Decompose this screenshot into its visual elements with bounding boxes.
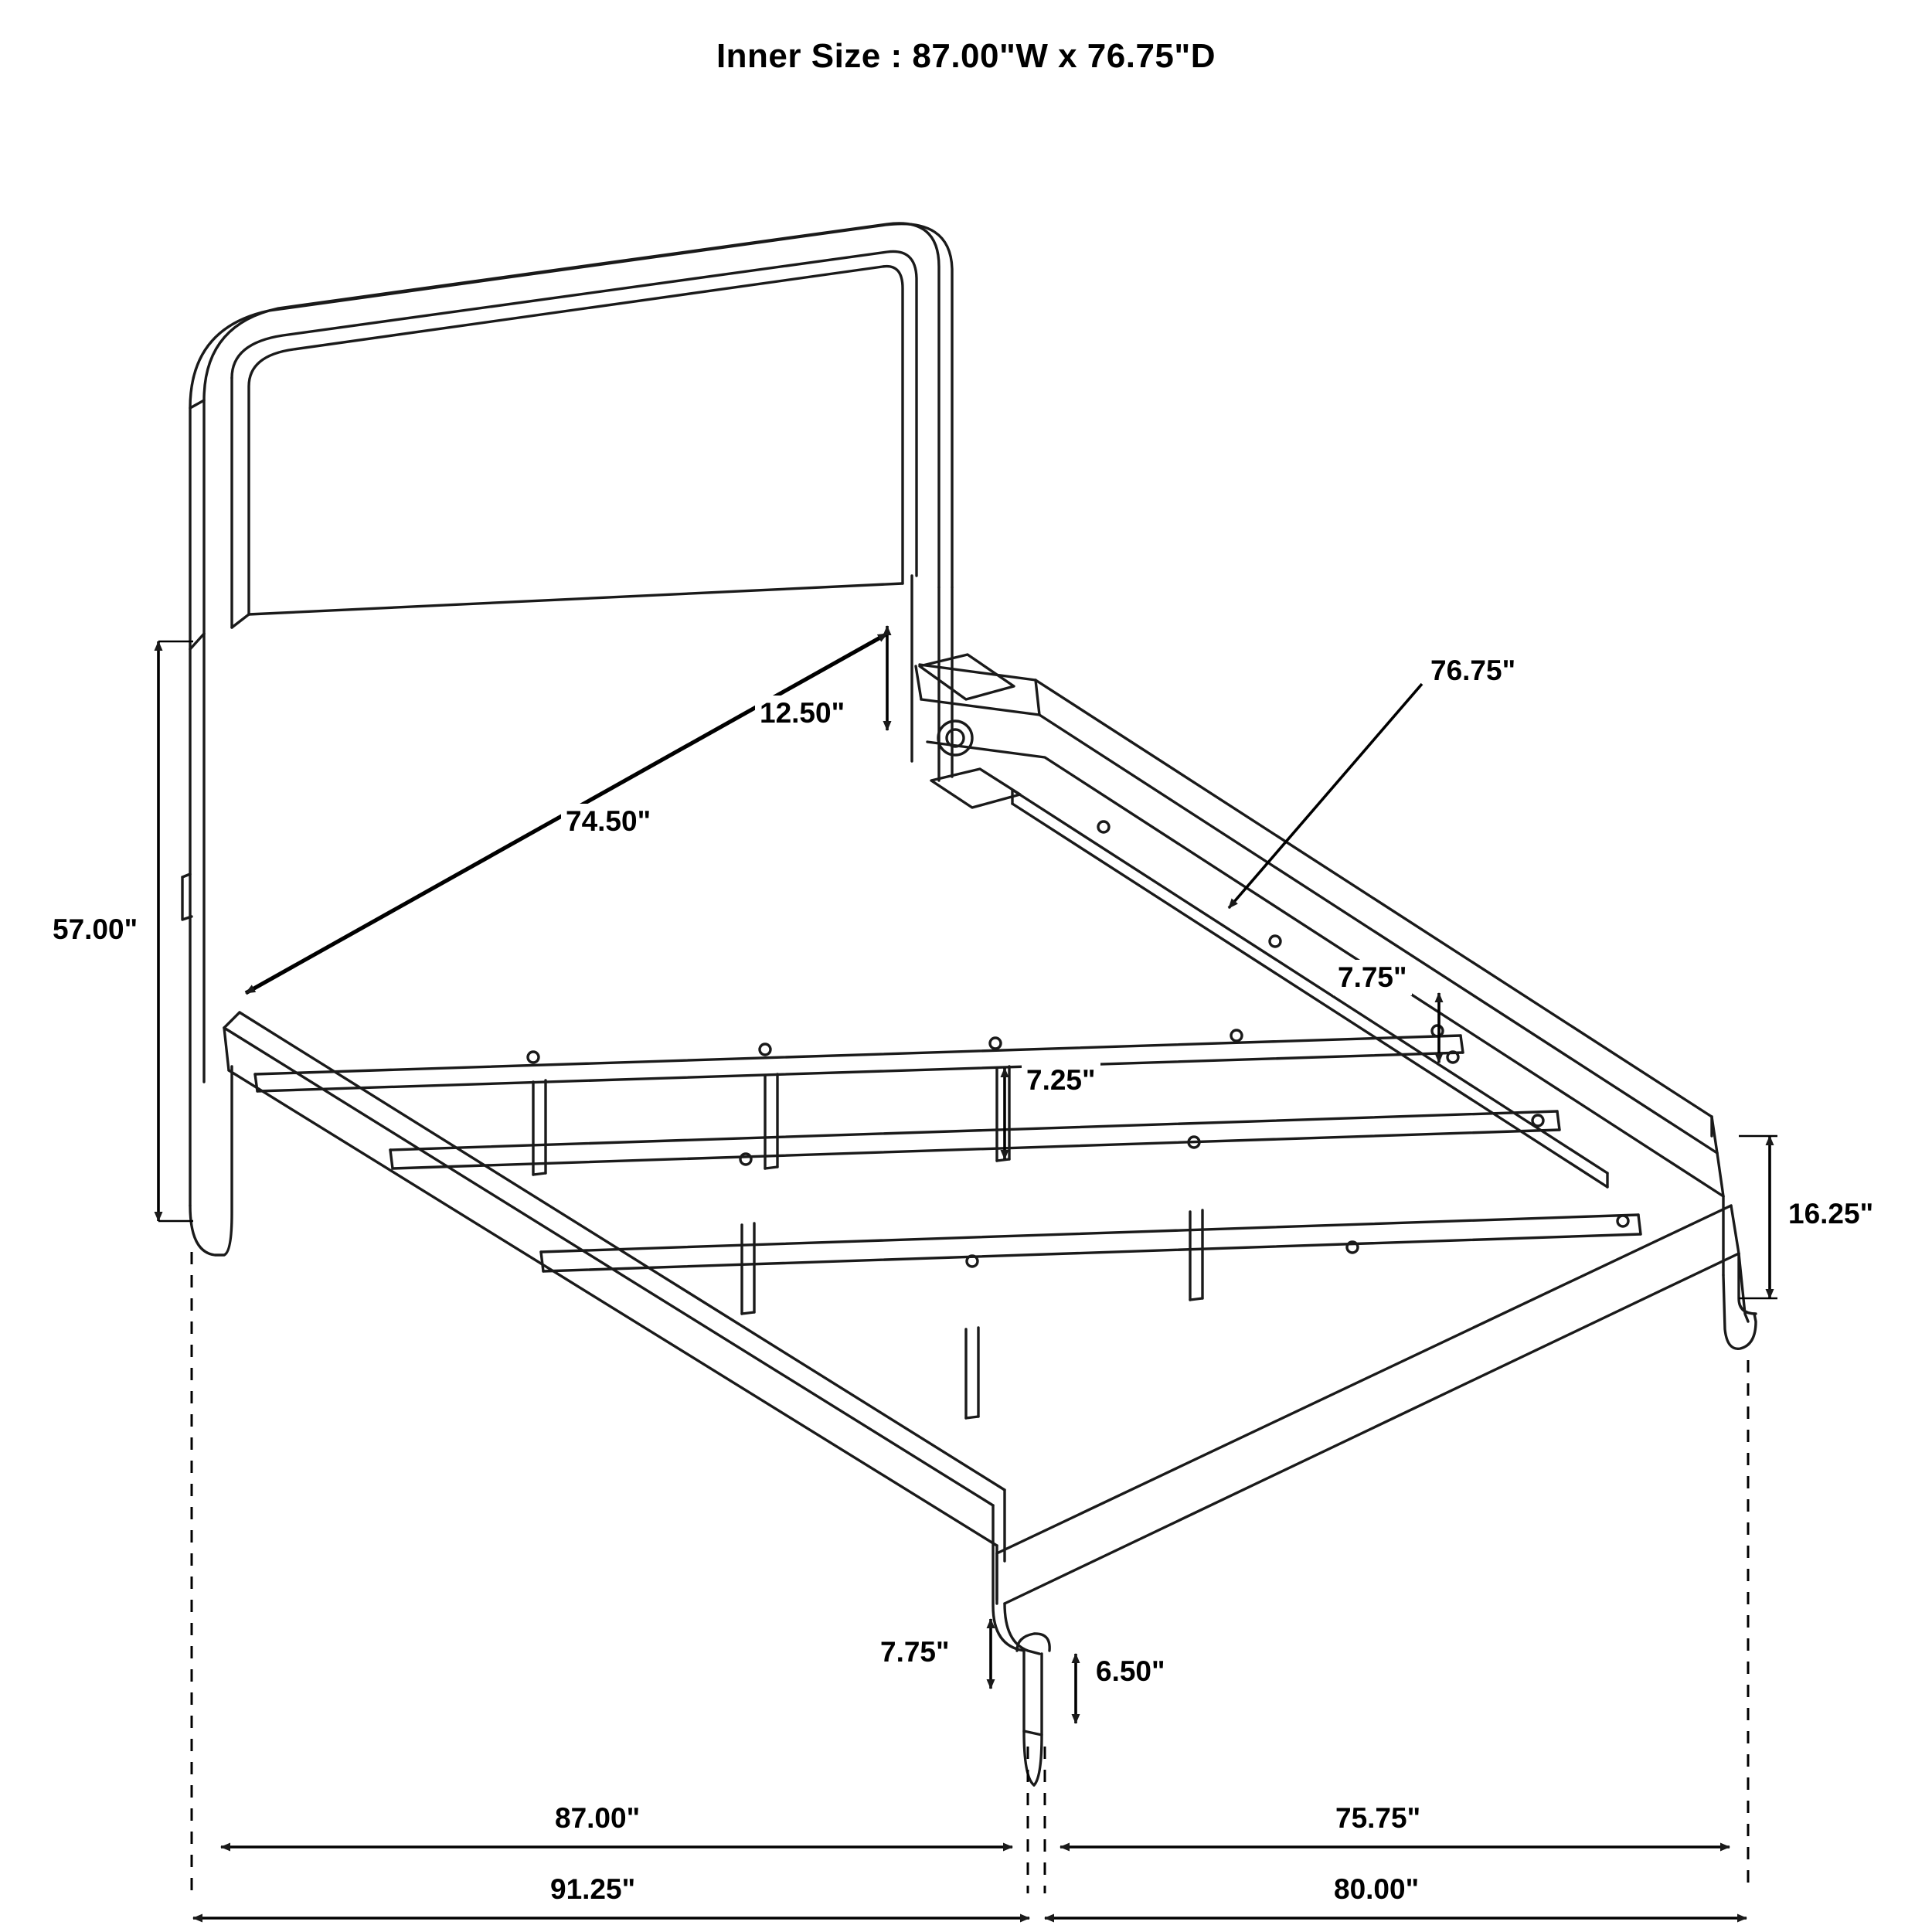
dimension-headboard-panel-width: 74.50" bbox=[561, 804, 655, 839]
dimension-headboard-panel-height: 12.50" bbox=[755, 696, 849, 731]
dimension-bed-overall-height: 57.00" bbox=[48, 912, 142, 947]
page-title: Inner Size : 87.00"W x 76.75"D bbox=[716, 37, 1216, 75]
dimension-overall-width: 91.25" bbox=[546, 1872, 640, 1907]
dimension-footboard-rail-height: 16.25" bbox=[1784, 1196, 1878, 1232]
dimension-slat-support-height: 7.25" bbox=[1022, 1063, 1100, 1098]
dimension-leg-clearance-front: 7.75" bbox=[876, 1634, 954, 1670]
dimension-inner-depth-callout: 76.75" bbox=[1426, 653, 1520, 689]
dimension-inner-width: 87.00" bbox=[550, 1801, 645, 1836]
dimension-leg-height: 6.50" bbox=[1091, 1654, 1170, 1689]
dimension-inner-depth: 75.75" bbox=[1331, 1801, 1425, 1836]
dimension-overall-depth: 80.00" bbox=[1329, 1872, 1423, 1907]
dimension-side-rail-height: 7.75" bbox=[1333, 960, 1412, 995]
